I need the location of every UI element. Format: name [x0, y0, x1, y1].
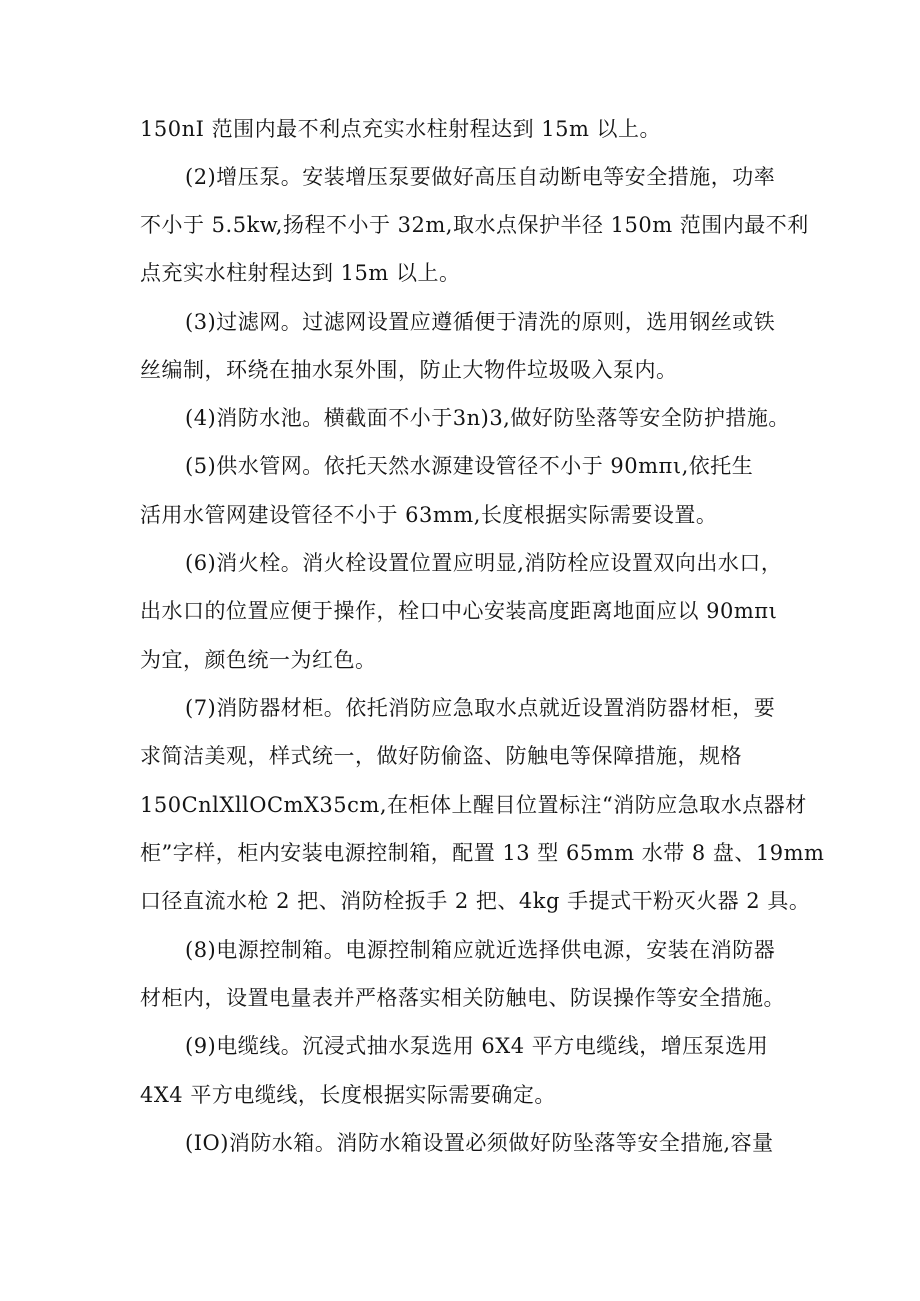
text-line: 求简洁美观，样式统一，做好防偷盗、防触电等保障措施，规格 — [140, 744, 742, 768]
text-line: 活用水管网建设管径不小于 63mm,长度根据实际需要设置。 — [140, 503, 718, 527]
text-line: (IO)消防水箱。消防水箱设置必须做好防坠落等安全措施,容量 — [185, 1131, 774, 1155]
text-line: 4X4 平方电缆线，长度根据实际需要确定。 — [140, 1083, 556, 1107]
text-line: 为宜，颜色统一为红色。 — [140, 648, 377, 672]
text-line: (6)消火栓。消火栓设置位置应明显,消防栓应设置双向出水口， — [185, 551, 783, 575]
text-line: 150CnlXllOCmX35cm,在柜体上醒目位置标注“消防应急取水点器材 — [140, 793, 807, 817]
text-line: 不小于 5.5kw,扬程不小于 32m,取水点保护半径 150m 范围内最不利 — [140, 213, 809, 237]
text-line: 150nI 范围内最不利点充实水柱射程达到 15m 以上。 — [140, 117, 662, 141]
text-line: (4)消防水池。横截面不小于3n)3,做好防坠落等安全防护措施。 — [185, 406, 790, 430]
text-line: (8)电源控制箱。电源控制箱应就近选择供电源，安装在消防器 — [185, 938, 776, 962]
text-line: 柜”字样，柜内安装电源控制箱，配置 13 型 65mm 水带 8 盘、19mm — [140, 841, 825, 865]
text-line: (5)供水管网。依托天然水源建设管径不小于 90mπι,依托生 — [185, 454, 754, 478]
text-line: (7)消防器材柜。依托消防应急取水点就近设置消防器材柜，要 — [185, 696, 776, 720]
text-line: 口径直流水枪 2 把、消防栓扳手 2 把、4kg 手提式干粉灭火器 2 具。 — [140, 889, 811, 913]
text-line: 出水口的位置应便于操作，栓口中心安装高度距离地面应以 90mπι — [140, 599, 778, 623]
text-line: 材柜内，设置电量表并严格落实相关防触电、防误操作等安全措施。 — [140, 986, 785, 1010]
text-line: 点充实水柱射程达到 15m 以上。 — [140, 261, 461, 285]
text-line: 丝编制，环绕在抽水泵外围，防止大物件垃圾吸入泵内。 — [140, 358, 678, 382]
text-line: (3)过滤网。过滤网设置应遵循便于清洗的原则，选用钢丝或铁 — [185, 310, 776, 334]
text-line: (9)电缆线。沉浸式抽水泵选用 6X4 平方电缆线，增压泵选用 — [185, 1034, 769, 1058]
text-line: (2)增压泵。安装增压泵要做好高压自动断电等安全措施，功率 — [185, 165, 776, 189]
